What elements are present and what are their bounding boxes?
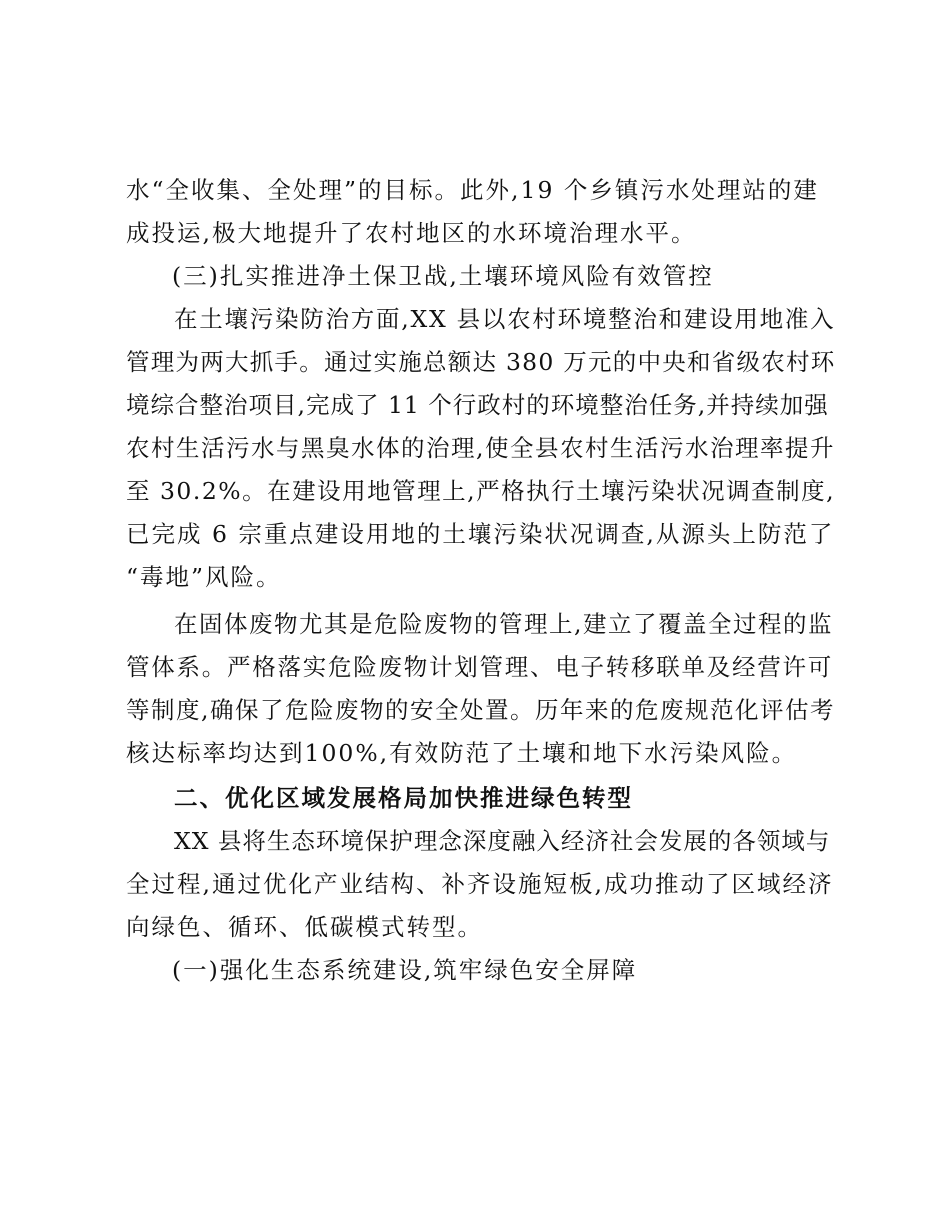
- body-text-line: 向绿色、循环、低碳模式转型。: [126, 913, 483, 941]
- section-heading: 二、优化区域发展格局加快推进绿色转型: [174, 784, 633, 812]
- subsection-heading: (三)扎实推进净土保卫战,土壤环境风险有效管控: [172, 262, 714, 290]
- body-text-line: 已完成 6 宗重点建设用地的土壤污染状况调查,从源头上防范了: [126, 520, 835, 548]
- body-text-line: 境综合整治项目,完成了 11 个行政村的环境整治任务,并持续加强: [126, 391, 829, 419]
- body-text-line: 管理为两大抓手。通过实施总额达 380 万元的中央和省级农村环: [126, 348, 836, 376]
- body-text-line: 成投运,极大地提升了农村地区的水环境治理水平。: [126, 219, 697, 247]
- body-text-line: 水“全收集、全处理”的目标。此外,19 个乡镇污水处理站的建: [126, 176, 819, 204]
- subsection-heading: (一)强化生态系统建设,筑牢绿色安全屏障: [172, 956, 638, 984]
- body-text-line: “毒地”风险。: [126, 563, 282, 591]
- body-text-line: 至 30.2%。在建设用地管理上,严格执行土壤污染状况调查制度,: [126, 477, 836, 505]
- body-text-line: 全过程,通过优化产业结构、补齐设施短板,成功推动了区域经济: [126, 870, 834, 898]
- body-text-line: 管体系。严格落实危险废物计划管理、电子转移联单及经营许可: [126, 653, 833, 681]
- body-text-line: 农村生活污水与黑臭水体的治理,使全县农村生活污水治理率提升: [126, 434, 835, 462]
- paragraph-first-line: 在固体废物尤其是危险废物的管理上,建立了覆盖全过程的监: [174, 610, 833, 638]
- paragraph-first-line: 在土壤污染防治方面,XX 县以农村环境整治和建设用地准入: [174, 305, 836, 333]
- paragraph-first-line: XX 县将生态环境保护理念深度融入经济社会发展的各领域与: [174, 827, 831, 855]
- body-text-line: 核达标率均达到100%,有效防范了土壤和地下水污染风险。: [126, 739, 798, 767]
- body-text-line: 等制度,确保了危险废物的安全处置。历年来的危废规范化评估考: [126, 696, 835, 724]
